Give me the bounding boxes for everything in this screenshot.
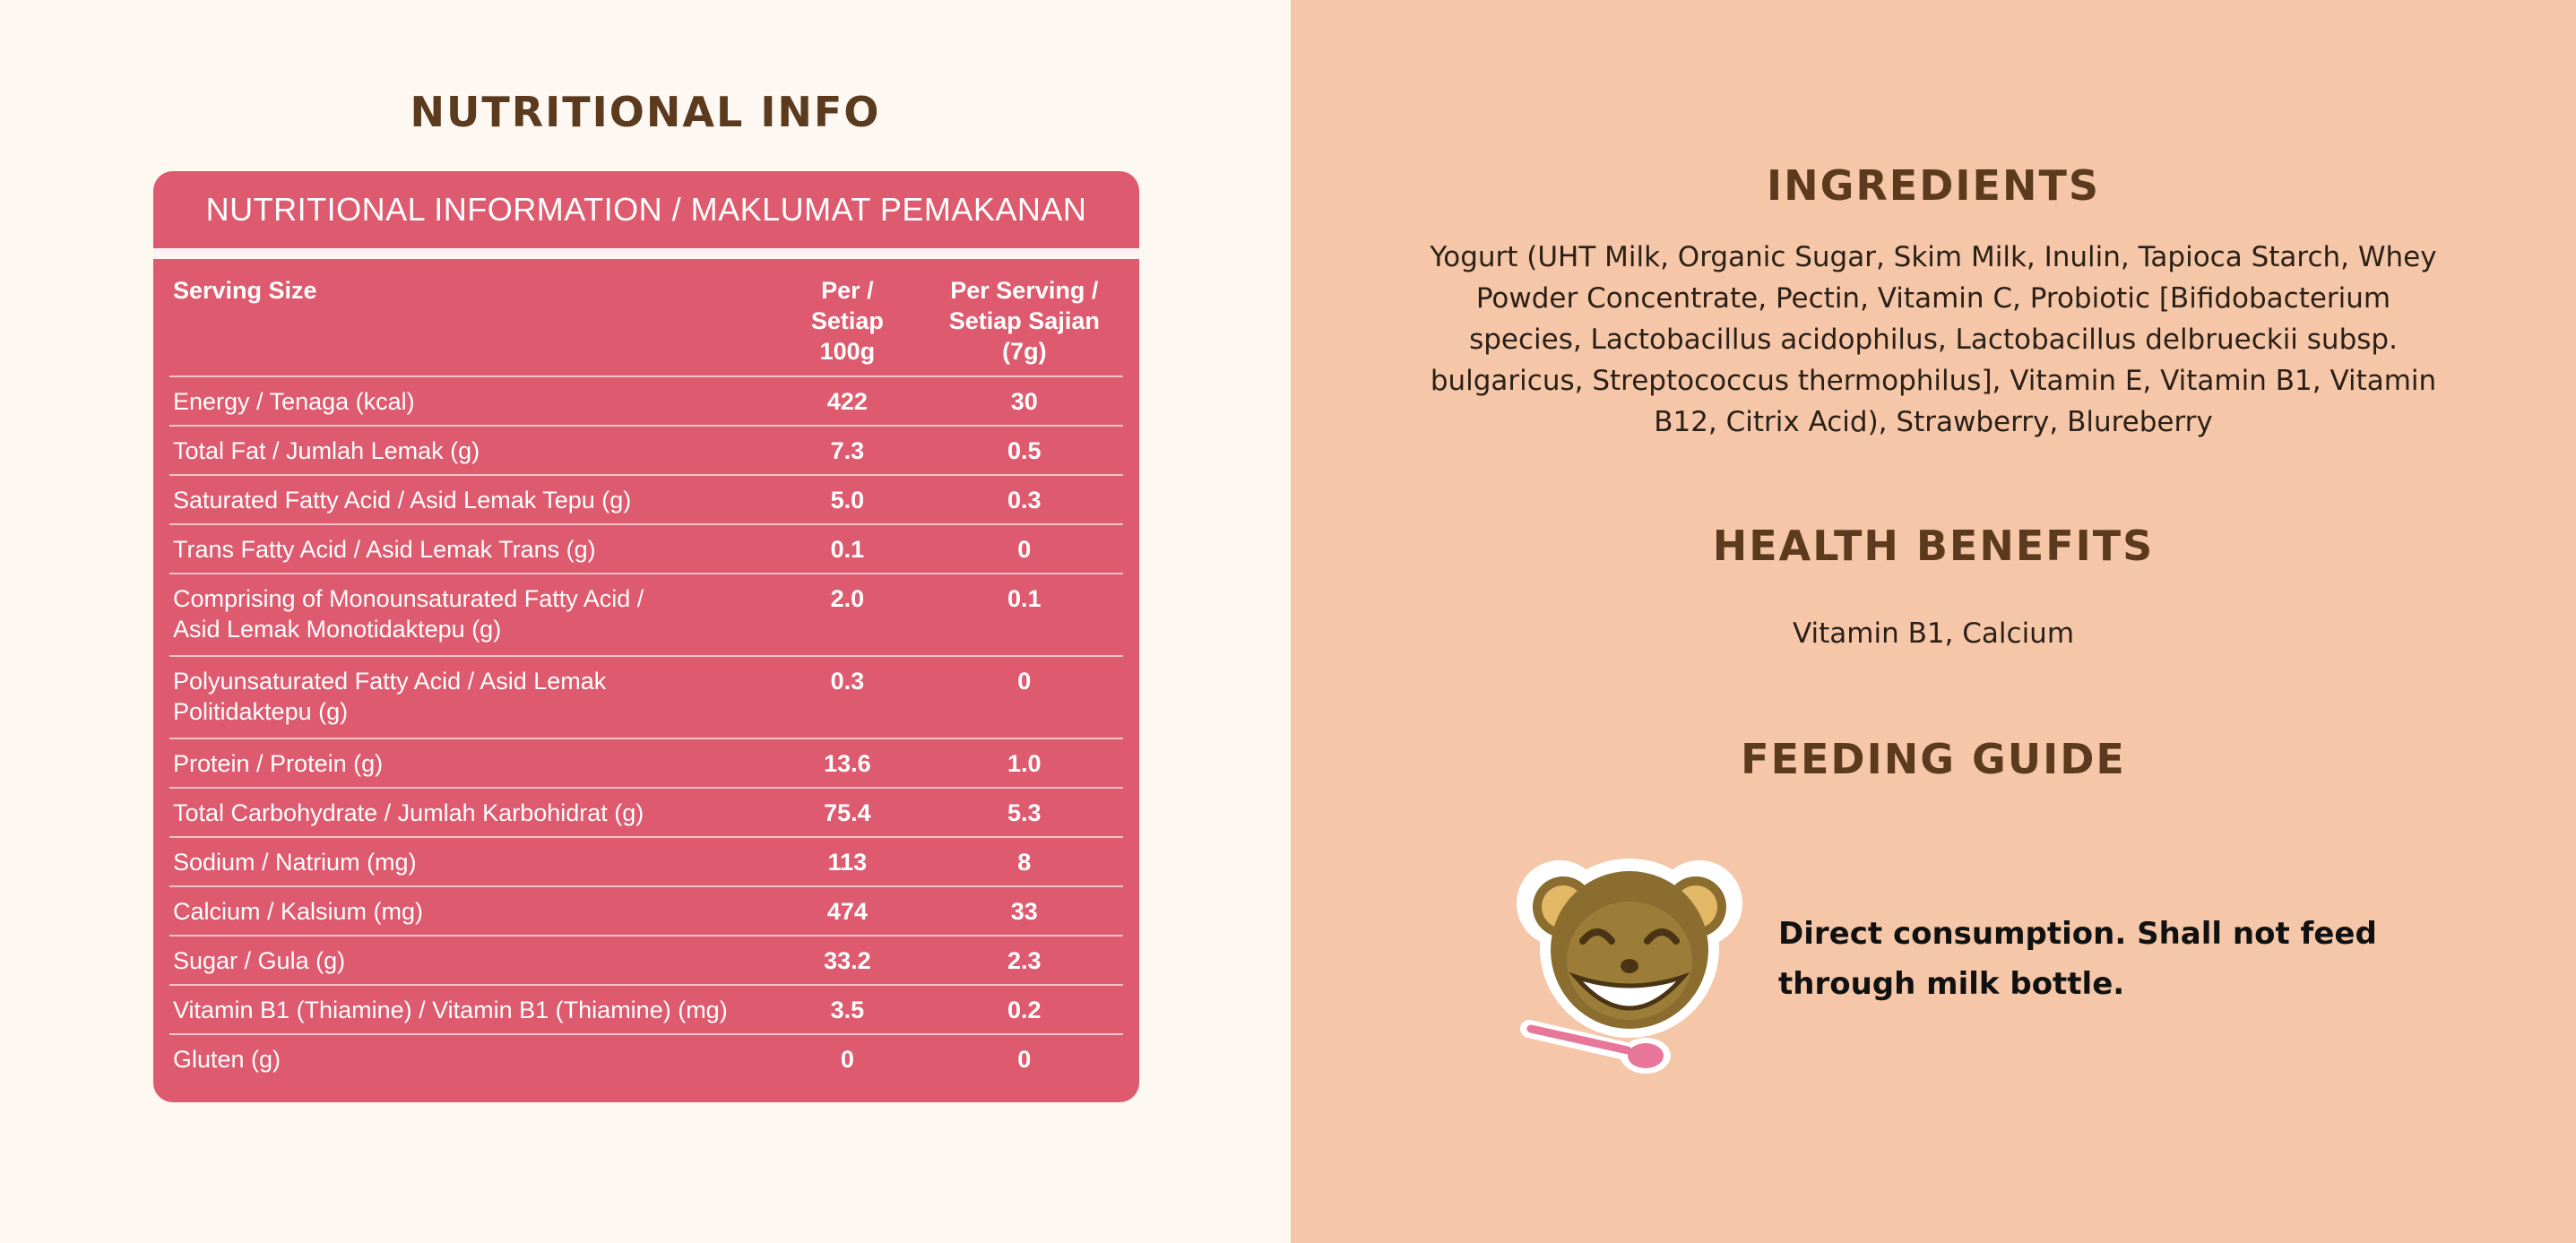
value-per-serving: 0.1	[1007, 585, 1042, 612]
value-per-100g: 0	[840, 1046, 854, 1073]
ingredients-title: INGREDIENTS	[1767, 161, 2100, 210]
nutrient-label: Saturated Fatty Acid / Asid Lemak Tepu (g)	[173, 487, 632, 514]
value-per-serving: 8	[1017, 849, 1032, 876]
col-serving-size: Serving Size	[173, 277, 317, 304]
col-per-100g: Per / Setiap 100g	[810, 277, 884, 365]
nutrient-label: Protein / Protein (g)	[173, 750, 384, 777]
value-per-serving: 0.5	[1007, 437, 1042, 464]
value-per-serving: 0	[1017, 536, 1032, 563]
table-header-row	[169, 264, 1123, 377]
table-row	[169, 789, 1123, 838]
ingredients-text: Yogurt (UHT Milk, Organic Sugar, Skim Milk, Inulin, Tapioca Starch, Whey Powder Concentrate, Pectin, Vitamin C, Probiotic [Bifidobacterium species, Lactobacillus acidophilus, Lactobacillus delbrueckii subsp. bulgaricus, Streptococcus thermophilus], Vitamin E, Vitamin B1, Vitamin B12, Citrix Acid), Strawberry, Blureberry	[1430, 241, 2437, 438]
nutrient-label: Gluten (g)	[173, 1046, 281, 1073]
table-row	[169, 657, 1123, 739]
value-per-100g: 422	[826, 388, 868, 415]
value-per-100g: 2.0	[830, 585, 865, 612]
table-row	[169, 377, 1123, 427]
nutrition-table-card	[153, 171, 1139, 1102]
nutrient-label: Total Carbohydrate / Jumlah Karbohidrat (g)	[173, 799, 644, 826]
nutrient-label: Calcium / Kalsium (mg)	[173, 898, 424, 925]
table-row	[169, 427, 1123, 476]
table-row	[169, 1035, 1123, 1094]
value-per-serving: 30	[1010, 388, 1038, 415]
nutritional-info-title: NUTRITIONAL INFO	[410, 88, 881, 136]
value-per-100g: 75.4	[824, 799, 871, 826]
feeding-guide-text: Direct consumption. Shall not feed through milk bottle.	[1778, 916, 2377, 1002]
table-row	[169, 986, 1123, 1035]
nutrient-label: Vitamin B1 (Thiamine) / Vitamin B1 (Thiamine) (mg)	[173, 997, 728, 1023]
value-per-serving: 0.2	[1007, 997, 1042, 1023]
value-per-100g: 33.2	[824, 947, 871, 974]
table-row	[169, 476, 1123, 525]
table-row	[169, 574, 1123, 657]
value-per-serving: 33	[1010, 898, 1038, 925]
nutrient-label: Comprising of Monounsaturated Fatty Acid / Asid Lemak Monotidaktepu (g)	[173, 585, 644, 643]
value-per-100g: 13.6	[824, 750, 871, 777]
value-per-serving: 0.3	[1007, 487, 1042, 514]
value-per-serving: 0	[1017, 668, 1032, 695]
monkey-spoon-icon	[1513, 851, 1773, 1075]
table-row	[169, 937, 1123, 986]
feeding-guide-title: FEEDING GUIDE	[1741, 735, 2126, 783]
health-benefits-title: HEALTH BENEFITS	[1712, 522, 2155, 570]
nutrient-label: Sodium / Natrium (mg)	[173, 849, 417, 876]
nutrition-table-header: NUTRITIONAL INFORMATION / MAKLUMAT PEMAKANAN	[205, 191, 1087, 228]
nutrient-label: Total Fat / Jumlah Lemak (g)	[173, 437, 480, 464]
value-per-serving: 0	[1017, 1046, 1032, 1073]
col-per-serving: Per Serving / Setiap Sajian (7g)	[948, 277, 1100, 365]
value-per-100g: 7.3	[830, 437, 865, 464]
table-row	[169, 525, 1123, 574]
nutrient-label: Polyunsaturated Fatty Acid / Asid Lemak Politidaktepu (g)	[173, 668, 607, 725]
table-row	[169, 887, 1123, 937]
value-per-100g: 474	[826, 898, 868, 925]
value-per-100g: 3.5	[830, 997, 865, 1023]
nutrition-table	[153, 259, 1139, 1094]
value-per-100g: 5.0	[830, 487, 865, 514]
nutrient-label: Sugar / Gula (g)	[173, 947, 346, 974]
header-divider	[153, 248, 1139, 259]
value-per-serving: 2.3	[1007, 947, 1042, 974]
info-panel	[1291, 0, 2576, 1243]
health-benefits-text: Vitamin B1, Calcium	[1792, 617, 2075, 650]
nutrient-label: Energy / Tenaga (kcal)	[173, 388, 415, 415]
nutrient-label: Trans Fatty Acid / Asid Lemak Trans (g)	[173, 536, 596, 563]
value-per-serving: 5.3	[1007, 799, 1042, 826]
value-per-100g: 0.1	[830, 536, 865, 563]
value-per-serving: 1.0	[1007, 750, 1042, 777]
value-per-100g: 113	[827, 849, 868, 876]
table-row	[169, 838, 1123, 887]
table-row	[169, 739, 1123, 789]
value-per-100g: 0.3	[830, 668, 865, 695]
